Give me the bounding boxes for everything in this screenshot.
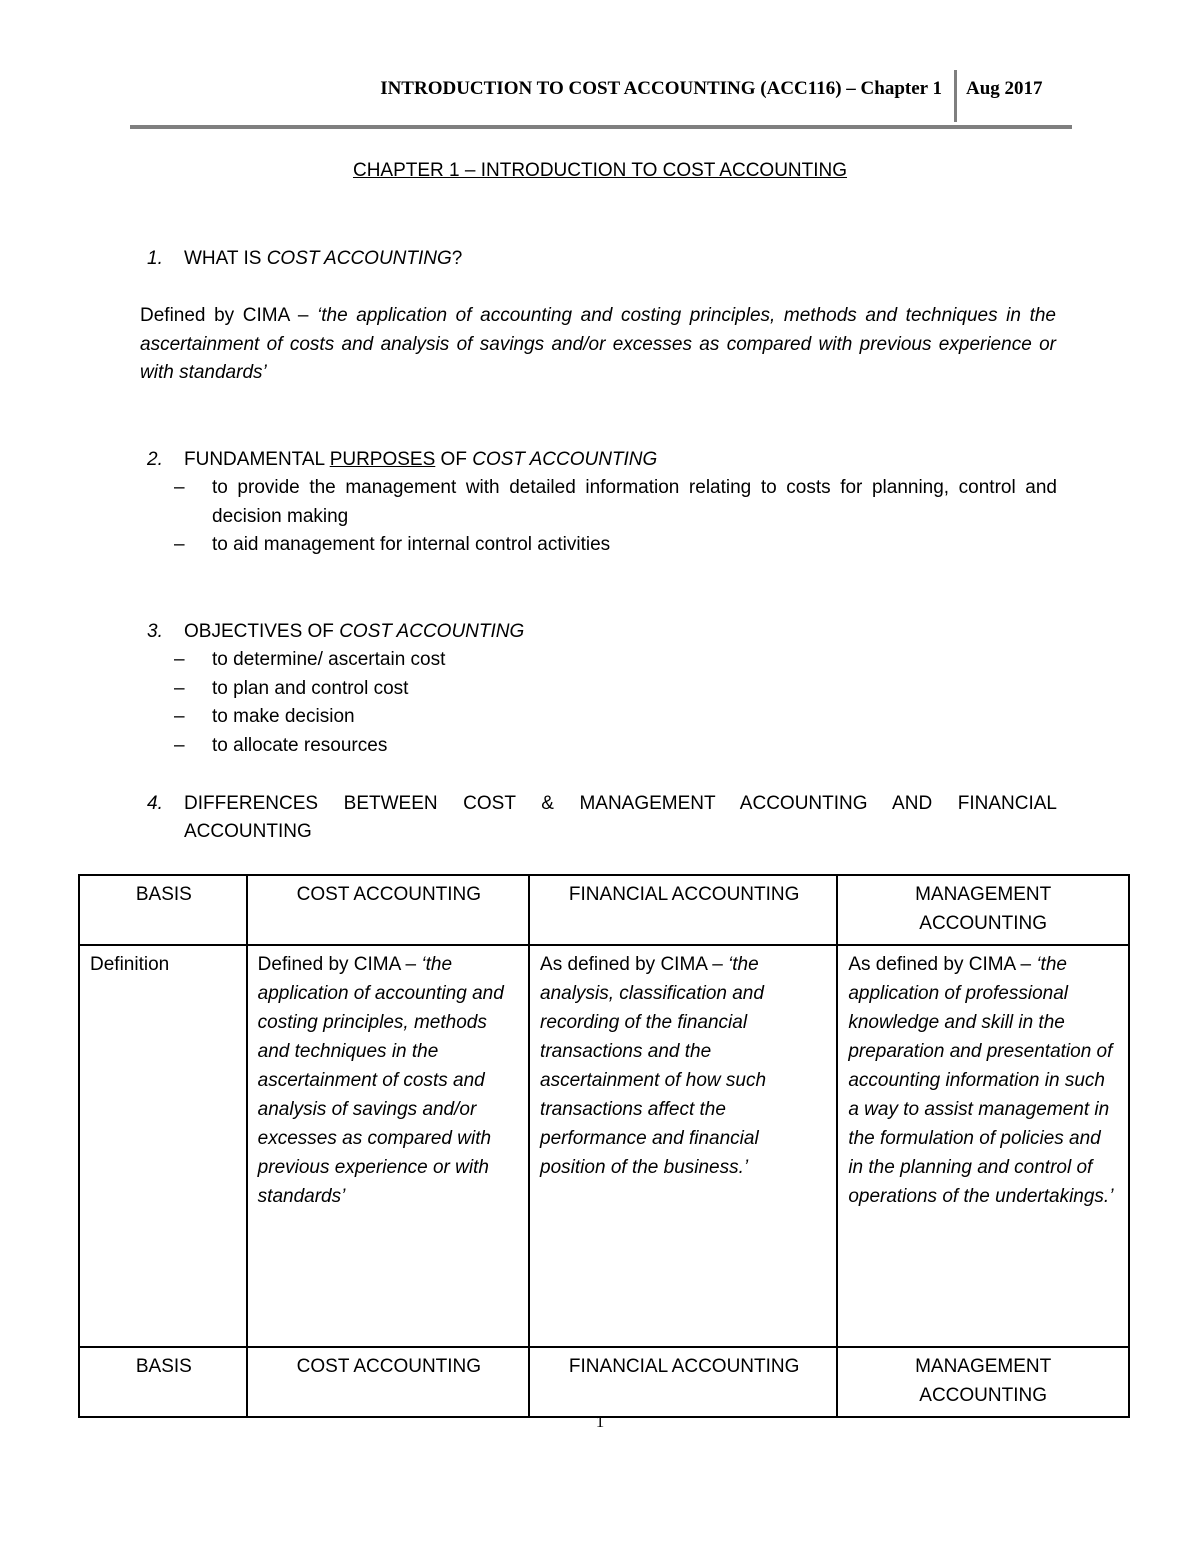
list-item-text: to plan and control cost (212, 677, 409, 699)
definition-text: ‘the application of accounting and costing principles, methods and techniques in the ascertainment of costs and analysis of savings and/or excesses as compared with previous experience or with standards’ (257, 954, 504, 1207)
dash-bullet: – (174, 734, 185, 756)
title-suffix: ? (451, 248, 463, 269)
definition-source: Defined by CIMA – (140, 305, 317, 326)
objectives-list (147, 646, 1057, 760)
list-item-text: to provide the management with detailed information relating to costs for planning, control and decision making (212, 477, 1057, 527)
header-cell: MANAGEMENT ACCOUNTING (837, 1347, 1129, 1417)
header-cell: MANAGEMENT ACCOUNTING (837, 875, 1129, 945)
section-title (184, 446, 657, 474)
list-item (147, 531, 1057, 560)
section-1-heading (147, 245, 1057, 273)
cost-definition-cell (247, 945, 529, 1347)
list-item-text: to determine/ ascertain cost (212, 649, 446, 670)
dash-bullet: – (174, 706, 185, 727)
running-header (130, 74, 1072, 130)
section-3 (147, 618, 1057, 760)
list-item (147, 703, 1057, 732)
dash-bullet: – (174, 649, 185, 670)
section-title (184, 618, 524, 646)
differences-table (78, 874, 1130, 1418)
list-item (147, 675, 1057, 704)
title-italic: COST ACCOUNTING (266, 248, 452, 269)
purposes-list (147, 474, 1057, 560)
dash-bullet: – (174, 477, 185, 498)
title-underlined: PURPOSES (329, 449, 436, 470)
section-title-line-2: ACCOUNTING (184, 821, 312, 842)
chapter-title: CHAPTER 1 – INTRODUCTION TO COST ACCOUNTING (352, 160, 848, 181)
header-cell: FINANCIAL ACCOUNTING (529, 1347, 837, 1417)
title-italic: COST ACCOUNTING (339, 621, 525, 642)
list-item-text: to make decision (212, 706, 355, 727)
section-3-heading (147, 618, 1057, 646)
table-header-row (79, 875, 1129, 945)
section-title-line-1: DIFFERENCES BETWEEN COST & MANAGEMENT ACCOUNTING AND FINANCIAL (184, 793, 1057, 814)
section-2-heading (147, 446, 1057, 474)
list-item (147, 646, 1057, 675)
list-item (147, 474, 1057, 531)
page-number: 1 (595, 1412, 605, 1431)
header-cell: BASIS (79, 1347, 247, 1417)
definition-text: ‘the application of professional knowledge and skill in the preparation and presentation of accounting information in such a way to assist management in the formulation of policies and in the planning and control of operations of the undertakings.’ (848, 954, 1114, 1207)
title-mid: OF (435, 449, 473, 470)
header-rule (130, 125, 1072, 129)
title-plain: FUNDAMENTAL (184, 449, 330, 470)
header-date: Aug 2017 (966, 78, 1043, 99)
section-number: 1. (147, 248, 163, 269)
header-cell: BASIS (79, 875, 247, 945)
section-1 (147, 245, 1057, 273)
section-4-heading-continued (147, 818, 1057, 846)
header-divider (954, 70, 957, 122)
header-cell: FINANCIAL ACCOUNTING (529, 875, 837, 945)
table-header-row-repeat (79, 1347, 1129, 1417)
section-number: 3. (147, 621, 163, 642)
definition-prefix: Defined by CIMA – (257, 954, 422, 975)
definition-quote: ‘the application of accounting and costing principles, methods and techniques in the ascertainment of costs and analysis of savings and/or excesses as compared with previous experience or with standards’ (140, 305, 1056, 383)
definition-prefix: As defined by CIMA – (540, 954, 729, 975)
section-1-definition (140, 302, 1056, 388)
title-italic: COST ACCOUNTING (472, 449, 658, 470)
list-item-text: to aid management for internal control activities (212, 534, 611, 555)
section-2 (147, 446, 1057, 560)
header-title: INTRODUCTION TO COST ACCOUNTING (ACC116) – Chapter 1 (380, 78, 942, 99)
dash-bullet: – (174, 534, 185, 555)
table-row (79, 945, 1129, 1347)
definition-prefix: As defined by CIMA – (848, 954, 1037, 975)
list-item (147, 732, 1057, 761)
basis-cell: Definition (79, 945, 247, 1347)
header-cell: COST ACCOUNTING (247, 1347, 529, 1417)
section-title (184, 245, 462, 273)
title-plain: WHAT IS (184, 248, 267, 269)
title-plain: OBJECTIVES OF (184, 621, 340, 642)
dash-bullet: – (174, 677, 185, 699)
financial-definition-cell (529, 945, 837, 1347)
section-4-heading (147, 790, 1057, 818)
header-cell: COST ACCOUNTING (247, 875, 529, 945)
section-number: 2. (147, 449, 163, 470)
section-number: 4. (147, 793, 163, 814)
section-4 (147, 790, 1057, 846)
list-item-text: to allocate resources (212, 734, 388, 756)
definition-text: ‘the analysis, classification and recording of the financial transactions and the ascertainment of how such transactions affect the performance and financial position of the business.’ (540, 954, 767, 1178)
management-definition-cell (837, 945, 1129, 1347)
